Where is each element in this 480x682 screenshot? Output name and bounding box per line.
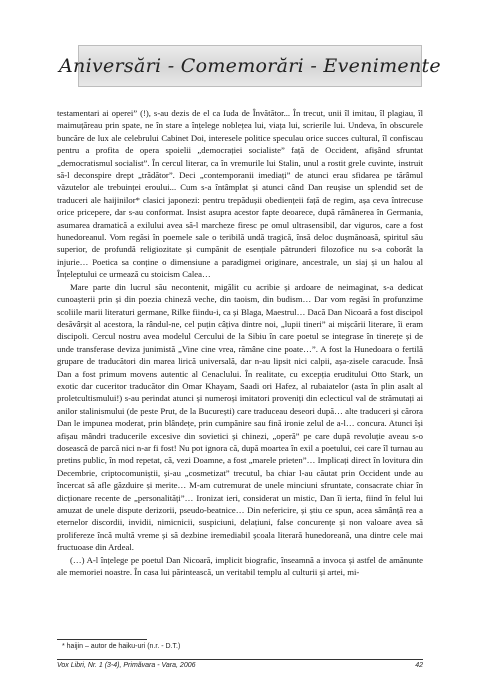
paragraph: Mare parte din lucrul său necontenit, migălit cu acribie și ardoare de neimaginat, s-a dedicat cunoașterii prin și din poezia chineză veche, din taoism, din budism… Dar vom regăsi în profunzime scoliile marii literaturi germane, Rilke fiindu-i, ca și Blaga, Maestrul… Dacă Dan Nicoară a fost discipol desăvârșit al acestora, la rândul-ne, cel puțin câțiva dintre noi, „lupii tineri” ai mișcării literare, îi eram discipoli. Cercul nostru avea modelul Cercului de la Sibiu în care poetul se integrase în tinerețe și de unde transferase deviza junimistă „Vine cine vrea, rămâne cine poate…”. A fost la Hunedoara o fertilă grupare de traducători din marea lirică universală, dar n-au lipsit nici calpii, așa-zisele caracude. Însă Dan a fost primum movens autentic al Cenaclului. În realitate, cu excepția eruditului Otto Stark, un exotic dar cuceritor traducător din Omar Khayam, Saadi ori Hafez, al rubaiatelor (asta în plin asalt al proletcultismului!) s-au perindat atunci și numeroși imitatori proveniți din eclecticul val de strămutați ai anilor stalinismului (de peste Prut, de la București) care traduceau deseori după… alte traduceri și cărora Dan le impunea moderat, prin blândețe, prin cumpănire sau fină ironie zelul de a-l… concura. Atunci își afișau mândri traducerile excesive din sovietici și chinezi, „operă” pe care după revoluție aveau s-o dosească de parcă nici n-ar fi fost! Nu pot ignora că, după moartea în exil a poetului, cei care îl turnau au pretins public, în mod repetat, că, vezi Doamne, a fost „marele prieten”… Implicați direct în lovitura din Decembrie, criptocomuniștii, și-au „cosmetizat” trecutul, ba chiar l-au căutat prin Occident unde au încercat să afle găzduire și merite… M-am cutremurat de unele minciuni sfruntate, consacrate chiar în dicționare recente de „personalități”… Ironizat ieri, considerat un mistic, Dan îi ierta, fiind în felul lui amuzat de unele dispute derizorii, pseudo-beatnice… Din nefericire, și știu ce spun, acea sămânță rea a eternelor discordii, invidii, nimicnicii, suspiciuni, delațiuni, false concurențe și non valoare avea să prolifereze încă multă vreme și să dezbine iremediabil școala literară hunedoreană, una dintre cele mai fructuoase din Ardeal. [57,281,423,553]
section-banner [59,45,441,87]
publication-info: Vox Libri, Nr. 1 (3-4), Primăvara - Vara, 2006 [57,662,196,669]
footnote-divider [57,639,147,640]
footnote: * haijin – autor de haiku-uri (n.r. - D.T.) [62,643,181,650]
paragraph: testamentari ai operei” (!), s-au dezis de el ca Iuda de Învătător... În trecut, unii îl imitau, îl plagiau, îl maimuțăreau prin spate, ne în stare a înțelege noblețea lui, viața lui, scrierile lui. Undeva, în obscurele buncăre de lux ale celebrului Cabinet Doi, interesele politice speculau orice succes cultural, îl confiscau pentru a profita de opera spoielii „democrației socialiste” față de Occident, afișând sfruntat „democratismul socialist”. În cercul literar, ca în vremurile lui Stalin, unul a rostit grele cuvinte, instruit să-l deconspire drept „trădător”. Deci „contemporanii imediați” de atunci erau sfidarea pe tărâmul văzutelor ale trebuinței eroului... Cum s-a întâmplat și atunci când Dan reușise un splendid set de traduceri ale haijinilor* clasici japonezi: pentru trepădușii obediențeii față de regim, așa ceva întrecuse orice pricepere, dar s-au conformat. Insist asupra acestor fapte deoarece, după rămânerea în Germania, asumarea dramatică a exilului avea să-l marcheze firesc pe omul ultrasensibil, dar viguros, care a fost hunedoreanul. Vom regăsi în poemele sale o teribilă undă tragică, însă deloc dușmănoasă, spiritul său superior, de profundă religiozitate și cumpănit de esențiale pătrunderi filozofice nu s-a coborât la injurie… Poetica sa conține o dimensiune a paradigmei originare, ancestrale, un siaj și un halou al Înțeleptului ce urmează cu stoicism Calea… [57,108,423,280]
article-body [57,107,423,578]
page-footer [57,659,423,669]
paragraph: (…) A-l înțelege pe poetul Dan Nicoară, implicit biografic, înseamnă a invoca și astfel de amănunte ale memoriei noastre. În casa lui părintească, un veritabil templu al culturii și artei, mi- [57,554,423,578]
page-number: 42 [415,662,423,669]
section-title: Aniversări - Comemorări - Evenimente [59,55,441,77]
